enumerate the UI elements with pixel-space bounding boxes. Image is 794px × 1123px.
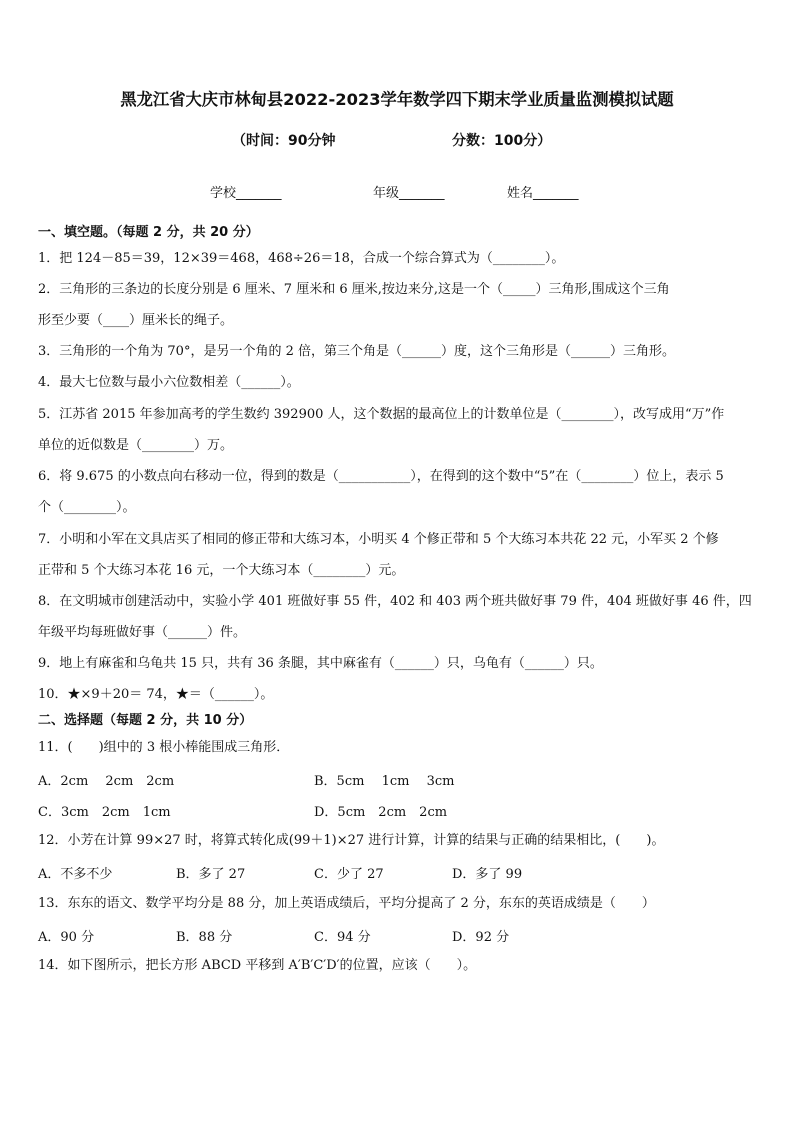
page-title: 黑龙江省大庆市林甸县2022-2023学年数学四下期末学业质量监测模拟试题 <box>120 90 674 109</box>
question-line: 4．最大七位数与最小六位数相差（______）。 <box>38 375 300 390</box>
name-field: 姓名_______ <box>507 186 579 201</box>
question-line: 单位的近似数是（________）万。 <box>38 438 234 453</box>
time-limit: （时间：90分钟 <box>232 133 336 149</box>
question-line: 2．三角形的三条边的长度分别是 6 厘米、7 厘米和 6 厘米,按边来分,这是一个（_____）三角形,围成这个三角 <box>38 282 670 297</box>
question-line: 5．江苏省 2015 年参加高考的学生数约 392900 人，这个数据的最高位上的计数单位是（________），改写成用“万”作 <box>38 407 725 422</box>
question-line: 形至少要（____）厘米长的绳子。 <box>38 313 234 328</box>
grade-field: 年级_______ <box>373 186 445 201</box>
question-line: 6．将 9.675 的小数点向右移动一位，得到的数是（___________），在得到的这个数中“5”在（________）位上，表示 5 <box>38 469 724 484</box>
question-line: 年级平均每班做好事（______）件。 <box>38 625 247 640</box>
option-c: C．94 分 <box>314 930 371 945</box>
question-line: 8．在文明城市创建活动中，实验小学 401 班做好事 55 件，402 和 403 两个班共做好事 79 件，404 班做好事 46 件，四 <box>38 594 752 609</box>
question-11-stem: 11．( )组中的 3 根小棒能围成三角形． <box>38 740 290 755</box>
option-d: D．5cm 2cm 2cm <box>314 805 448 820</box>
question-line: 1．把 124－85＝39，12×39＝468，468÷26＝18，合成一个综合算式为（________）。 <box>38 251 565 266</box>
question-line: 正带和 5 个大练习本花 16 元，一个大练习本（________）元。 <box>38 563 405 578</box>
question-line: 7．小明和小军在文具店买了相同的修正带和大练习本，小明买 4 个修正带和 5 个大练习本共花 22 元，小军买 2 个修 <box>38 532 719 547</box>
option-b: B．多了 27 <box>176 867 246 882</box>
option-a: A．不多不少 <box>38 867 113 882</box>
question-12-stem: 12．小芳在计算 99×27 时，将算式转化成(99＋1)×27 进行计算，计算的结果与正确的结果相比，( )。 <box>38 833 665 848</box>
question-line: 3．三角形的一个角为 70°，是另一个角的 2 倍，第三个角是（______）度，这个三角形是（______）三角形。 <box>38 344 675 359</box>
section-fill-in-heading: 一、填空题。（每题 2 分，共 20 分） <box>38 225 259 240</box>
section-choice-heading: 二、选择题（每题 2 分，共 10 分） <box>38 713 253 728</box>
option-a: A．90 分 <box>38 930 95 945</box>
option-d: D．92 分 <box>452 930 510 945</box>
option-a: A．2cm 2cm 2cm <box>38 774 175 789</box>
option-b: B．88 分 <box>176 930 233 945</box>
option-b: B．5cm 1cm 3cm <box>314 774 455 789</box>
school-field: 学校_______ <box>210 186 282 201</box>
question-line: 个（________）。 <box>38 500 136 515</box>
question-14-stem: 14．如下图所示，把长方形 ABCD 平移到 A′B′C′D′的位置，应该（ ）。 <box>38 958 477 973</box>
total-score: 分数：100分） <box>452 133 552 149</box>
question-line: 10．★×9＋20＝ 74，★＝（______）。 <box>38 687 274 702</box>
option-c: C．少了 27 <box>314 867 384 882</box>
question-13-stem: 13．东东的语文、数学平均分是 88 分，加上英语成绩后，平均分提高了 2 分，东东的英语成绩是（ ） <box>38 896 655 911</box>
question-line: 9．地上有麻雀和乌龟共 15 只，共有 36 条腿，其中麻雀有（______）只，乌龟有（______）只。 <box>38 656 603 671</box>
option-d: D．多了 99 <box>452 867 523 882</box>
option-c: C．3cm 2cm 1cm <box>38 805 171 820</box>
